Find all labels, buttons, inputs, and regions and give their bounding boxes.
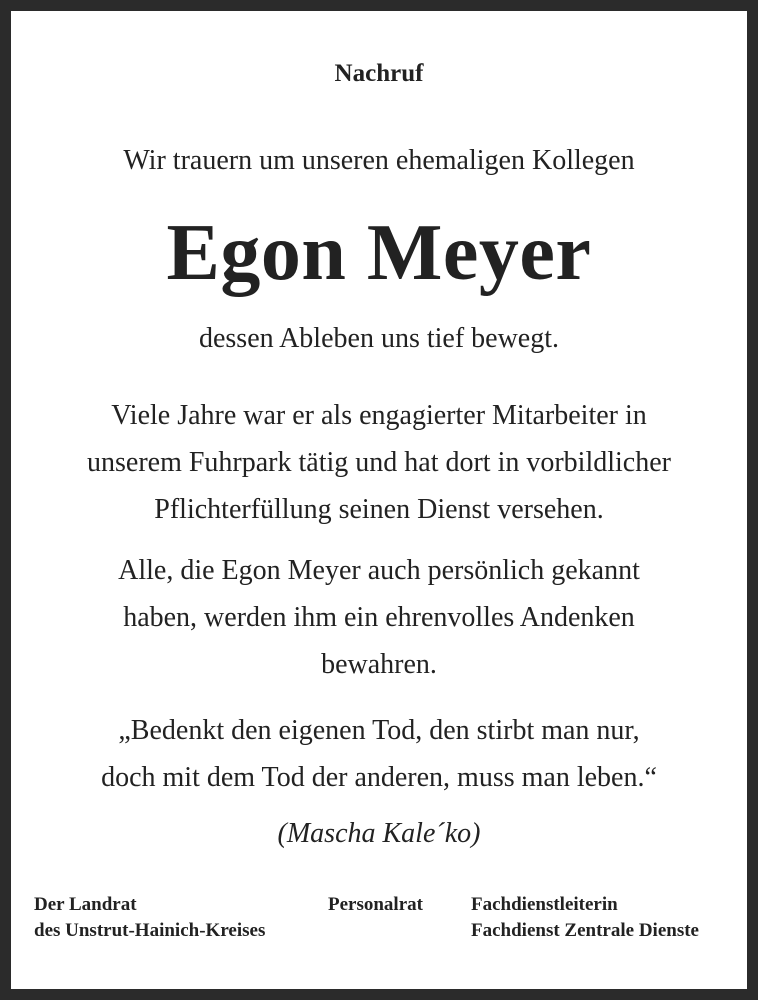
paragraph-line: bewahren. — [321, 649, 437, 680]
quote-author: (Mascha Kale´ko) — [277, 818, 481, 849]
signature-personalrat — [328, 892, 423, 918]
signature-line: Fachdienst Zentrale Dienste — [471, 920, 699, 941]
signature-line: Der Landrat — [34, 894, 137, 915]
notice-intro: Wir trauern um unseren ehemaligen Kollegen — [123, 145, 635, 176]
paragraph-line: Viele Jahre war er als engagierter Mitarbeiter in — [111, 400, 647, 431]
notice-subline: dessen Ableben uns tief bewegt. — [198, 323, 560, 354]
notice-heading: Nachruf — [334, 60, 424, 87]
quote-line: „Bedenkt den eigenen Tod, den stirbt man nur, — [118, 715, 640, 746]
quote-line: doch mit dem Tod der anderen, muss man leben.“ — [101, 762, 657, 793]
signature-fachdienstleiterin — [471, 892, 699, 944]
signature-landrat — [34, 892, 265, 944]
deceased-name: Egon Meyer — [166, 209, 592, 297]
paragraph-line: haben, werden ihm ein ehrenvolles Andenken — [123, 602, 635, 633]
signature-line: Fachdienstleiterin — [471, 894, 618, 915]
quote — [11, 707, 747, 801]
paragraph-line: Pflichterfüllung seinen Dienst versehen. — [154, 494, 604, 525]
obituary-notice — [11, 11, 747, 989]
paragraph-remembrance — [11, 547, 747, 688]
signature-line: Personalrat — [328, 894, 423, 915]
paragraph-career — [11, 392, 747, 533]
signature-line: des Unstrut-Hainich-Kreises — [34, 920, 266, 941]
paragraph-line: unserem Fuhrpark tätig und hat dort in vorbildlicher — [87, 447, 671, 478]
paragraph-line: Alle, die Egon Meyer auch persönlich gekannt — [118, 555, 640, 586]
